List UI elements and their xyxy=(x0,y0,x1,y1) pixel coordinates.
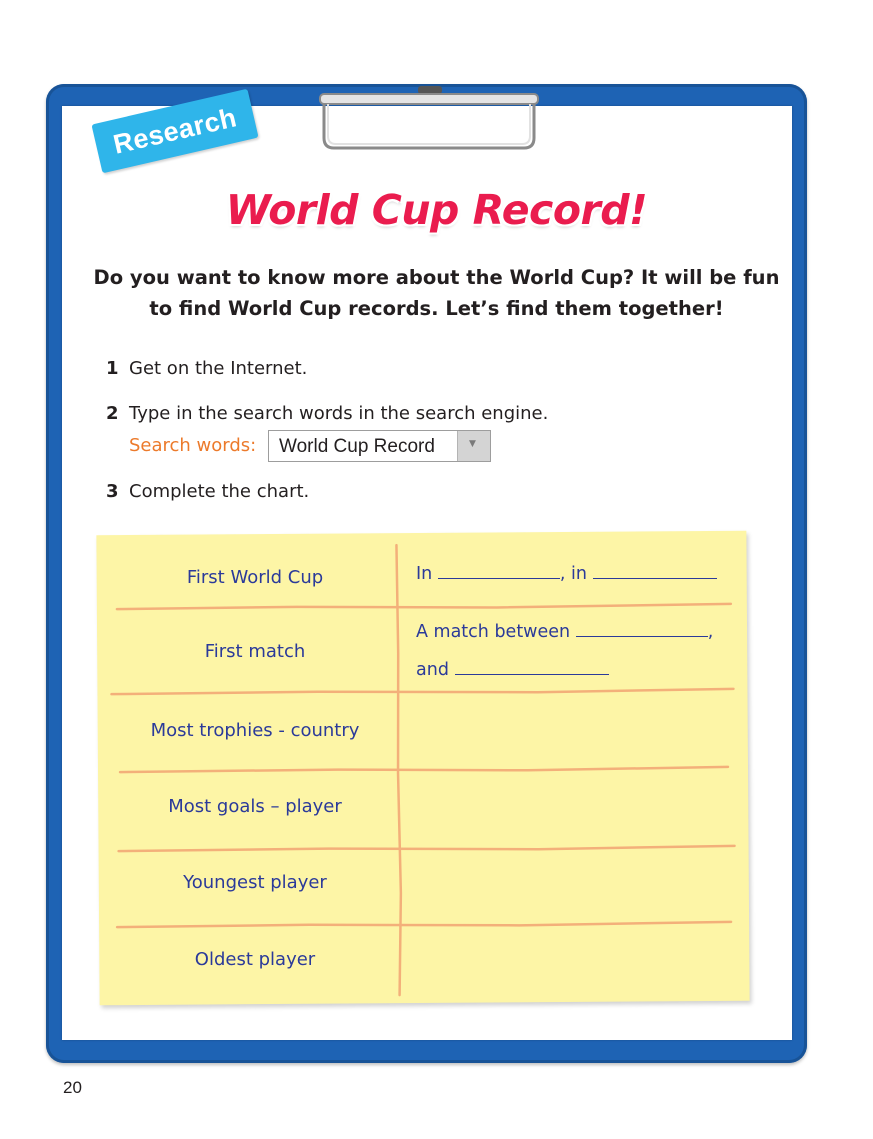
row-label-youngest-player: Youngest player xyxy=(183,872,327,893)
intro-text: Do you want to know more about the World Cup? It will be fun to find World Cup records. Let’s find them together! xyxy=(93,266,780,320)
research-tag-label: Research xyxy=(110,102,240,160)
search-words-value: World Cup Record xyxy=(279,436,435,457)
step-3 xyxy=(106,481,309,502)
page-title: World Cup Record! xyxy=(225,186,648,234)
first-match-answer-line2 xyxy=(416,660,609,680)
answer-blank-country[interactable] xyxy=(593,578,717,579)
row-label-first-match: First match xyxy=(204,641,306,662)
record-chart-note xyxy=(96,531,749,1006)
chart-grid-lines xyxy=(96,531,749,1006)
step-1 xyxy=(106,358,307,379)
in-text: In xyxy=(416,564,433,584)
step-number: 2 xyxy=(106,403,119,424)
row-label-first-world-cup: First World Cup xyxy=(186,567,324,588)
comma-in-text: , in xyxy=(559,564,587,584)
first-match-answer-line1 xyxy=(416,622,713,642)
page-number: 20 xyxy=(63,1078,82,1097)
match-between-text: A match between xyxy=(416,622,571,642)
search-words-label: Search words: xyxy=(129,435,257,456)
step-text: Get on the Internet. xyxy=(129,358,308,379)
step-number: 1 xyxy=(106,358,119,379)
row-label-oldest-player: Oldest player xyxy=(194,949,316,970)
chevron-down-icon: ▼ xyxy=(469,439,476,449)
and-text: and xyxy=(416,660,449,680)
row-label-most-goals: Most goals – player xyxy=(168,796,342,817)
answer-blank-year[interactable] xyxy=(438,578,560,579)
answer-blank-team2[interactable] xyxy=(455,674,609,675)
clipboard-clip xyxy=(316,86,542,152)
step-2 xyxy=(106,403,548,424)
first-world-cup-answer xyxy=(416,564,717,584)
comma-text: , xyxy=(707,622,714,642)
step-text: Type in the search words in the search engine. xyxy=(129,403,549,424)
search-words-box[interactable] xyxy=(268,430,491,462)
answer-blank-team1[interactable] xyxy=(576,636,708,637)
dropdown-button[interactable] xyxy=(457,431,490,461)
step-text: Complete the chart. xyxy=(129,481,310,502)
step-number: 3 xyxy=(106,481,119,502)
row-label-most-trophies: Most trophies - country xyxy=(150,720,360,741)
